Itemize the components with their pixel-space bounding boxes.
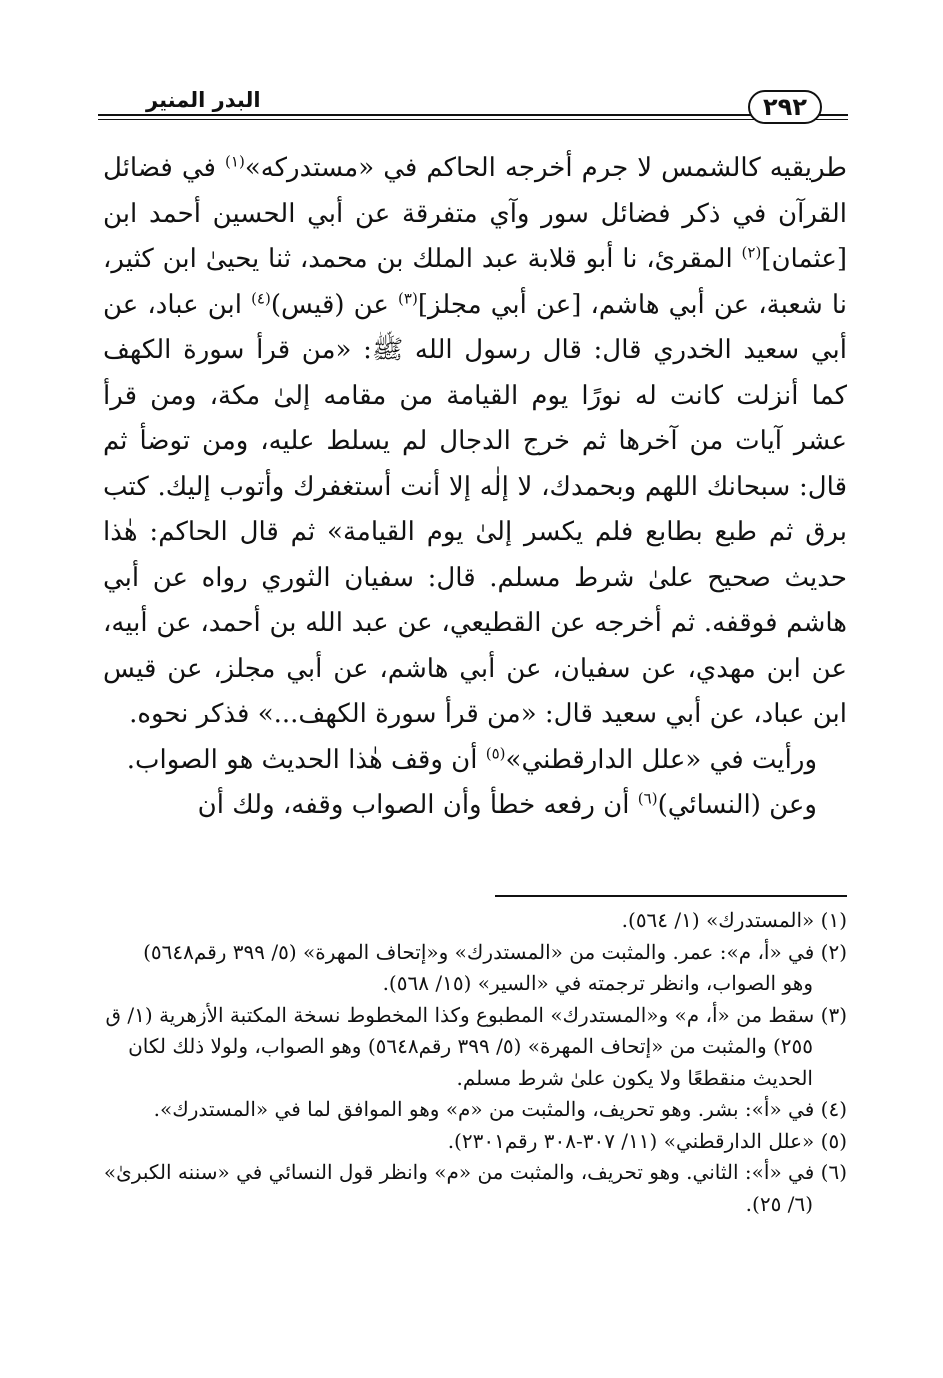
footnote-text: (٤) في «أ»: بشر. وهو تحريف، والمثبت من «م» وهو الموافق لما في «المستدرك».: [153, 1097, 847, 1121]
footnote-ref-5: (٥): [485, 743, 506, 762]
text-run: طريقيه كالشمس لا جرم أخرجه الحاكم في «مستدركه»: [244, 153, 847, 183]
footnote-1: [103, 905, 847, 937]
header-rule-top: [98, 114, 848, 116]
footnote-text: (٢) في «أ، م»: عمر. والمثبت من «المستدرك» و«إتحاف المهرة» (٥/ ٣٩٩ رقم٥٦٤٨): [143, 939, 847, 964]
footnote-text: (٥) «علل الدارقطني» (١١/ ٣٠٧-٣٠٨ رقم٢٣٠١).: [447, 1128, 847, 1153]
footnote-4: [103, 1094, 847, 1126]
footnote-ref-3: (٣): [398, 288, 418, 307]
page-number: ٢٩٢: [748, 90, 822, 124]
paragraph-1: [103, 146, 847, 738]
text-run: عن (قيس): [270, 289, 399, 320]
footnote-continuation: ٢٥٥) والمثبت من «إتحاف المهرة» (٥/ ٣٩٩ رقم٥٦٤٨) وهو الصواب، ولولا ذلك لكان الحديث منقطعًا ولا يكون علىٰ شرط مسلم.: [128, 1034, 813, 1090]
page-header: [98, 86, 848, 126]
footnote-6: [103, 1157, 847, 1220]
footnote-text: (٦) في «أ»: الثاني. وهو تحريف، والمثبت من «م» وانظر قول النسائي في «سننه الكبرىٰ»: [103, 1160, 847, 1184]
text-run: المقرئ، نا أبو قلابة عبد الملك بن محمد، ثنا يحيىٰ ابن كثير، نا شعبة، عن أبي هاشم، [عن أبي مجلز]: [103, 244, 847, 320]
footnote-text: (٣) سقط من «أ، م» و«المستدرك» المطبوع وكذا المخطوط نسخة المكتبة الأزهرية (١/ ق: [105, 1002, 847, 1027]
text-run: ورأيت في «علل الدارقطني»: [505, 744, 817, 775]
text-run: ابن عباد، عن أبي سعيد الخدري قال: قال رسول الله ﷺ: «من قرأ سورة الكهف كما أنزلت كانت له نورًا يوم القيامة من مقامه إلىٰ مكة، ومن قرأ عشر آيات من آخرها ثم خرج الدجال لم يسلط عليه، ومن توضأ ثم قال: سبحانك اللهم وبحمدك، لا إلٰه إلا أنت أستغفرك وأتوب إليك. كتب برق ثم طبع بطابع فلم يكسر إلىٰ يوم القيامة» ثم قال الحاكم: هٰذا حديث صحيح علىٰ شرط مسلم. قال: سفيان الثوري رواه عن أبي هاشم فوقفه. ثم أخرجه عن القطيعي، عن عبد الله بن أحمد، عن أبيه، عن ابن مهدي، عن سفيان، عن أبي هاشم، عن أبي مجلز، عن قيس ابن عباد، عن أبي سعيد قال: «من قرأ سورة الكهف...» فذكر نحوه.: [103, 289, 847, 729]
footnote-2: [103, 937, 847, 1000]
footnote-ref-6: (٦): [637, 789, 658, 808]
header-rule-bottom: [98, 119, 848, 120]
main-text: [103, 146, 847, 829]
footnotes: [103, 905, 847, 1220]
text-run: في فضائل القرآن في ذكر فضائل سور وآي متفرقة عن أبي الحسين أحمد ابن [عثمان]: [103, 153, 847, 274]
text-run: وعن (النسائي): [657, 790, 817, 820]
text-run: أن رفعه خطأ وأن الصواب وقفه، ولك أن: [197, 790, 638, 820]
paragraph-2: [103, 738, 847, 784]
footnote-5: [103, 1126, 847, 1158]
paragraph-3: [103, 783, 847, 829]
text-run: أن وقف هٰذا الحديث هو الصواب.: [126, 744, 486, 775]
footnote-ref-2: (٢): [741, 243, 762, 262]
footnote-ref-1: (١): [225, 152, 245, 171]
footnote-ref-4: (٤): [251, 288, 271, 307]
footnote-3: [103, 1000, 847, 1095]
footnote-text: (١) «المستدرك» (١/ ٥٦٤).: [621, 908, 847, 932]
footnote-continuation: (٦/ ٢٥).: [745, 1191, 813, 1216]
book-title: البدر المنير: [138, 88, 269, 112]
footnote-continuation: وهو الصواب، وانظر ترجمته في «السير» (١٥/ ٥٦٨).: [382, 971, 813, 995]
footnote-separator: [495, 895, 847, 897]
